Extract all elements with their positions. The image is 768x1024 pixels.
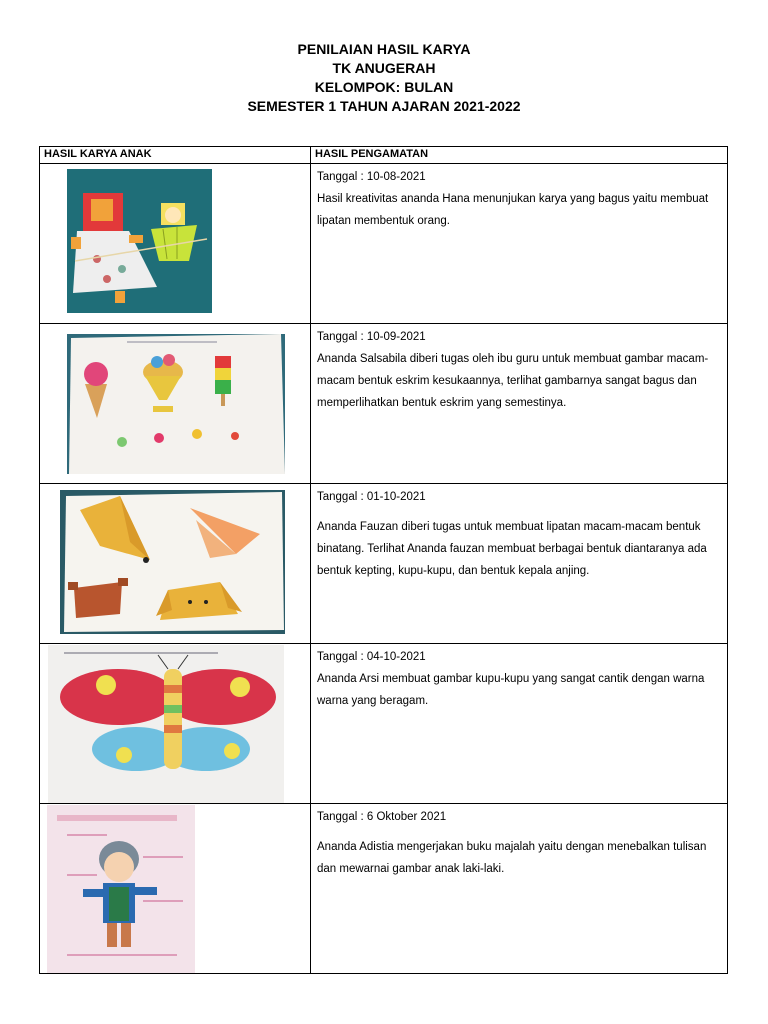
observation-cell	[311, 804, 728, 974]
table-row	[40, 644, 728, 804]
ice-cream-drawing-photo	[67, 334, 285, 474]
title-line-4: SEMESTER 1 TAHUN AJARAN 2021-2022	[247, 98, 521, 114]
title-line-3: KELOMPOK: BULAN	[314, 79, 454, 95]
origami-animals-photo	[60, 490, 285, 634]
table-row	[40, 324, 728, 484]
title-line-2: TK ANUGERAH	[332, 60, 436, 76]
table-row	[40, 804, 728, 974]
title-line-1: PENILAIAN HASIL KARYA	[297, 41, 471, 57]
boy-coloring-page-photo	[47, 805, 195, 973]
assessment-table	[39, 146, 728, 974]
observation-date: Tanggal : 01-10-2021	[317, 491, 426, 503]
observation-cell	[311, 164, 728, 324]
observation-cell	[311, 484, 728, 644]
document-header	[0, 40, 768, 116]
observation-cell	[311, 324, 728, 484]
observation-text: Ananda Fauzan diberi tugas untuk membuat lipatan macam-macam bentuk binatang. Terlihat Ananda fauzan membuat berbagai bentuk diantaranya ada bentuk kepting, kupu-kupu, dan bentuk kepala anjing.	[317, 521, 707, 577]
observation-date: Tanggal : 04-10-2021	[317, 651, 426, 663]
table-header-row	[40, 147, 728, 164]
observation-date: Tanggal : 10-08-2021	[317, 171, 426, 183]
column-header-observation: HASIL PENGAMATAN	[311, 147, 728, 164]
origami-dolls-photo	[67, 169, 212, 313]
observation-text: Ananda Salsabila diberi tugas oleh ibu guru untuk membuat gambar macam-macam bentuk eskrim kesukaannya, terlihat gambarnya sangat bagus dan memperlihatkan bentuk eskrim yang semestinya.	[317, 353, 709, 409]
observation-text: Hasil kreativitas ananda Hana menunjukan karya yang bagus yaitu membuat lipatan membentuk orang.	[317, 193, 709, 227]
observation-cell	[311, 644, 728, 804]
butterfly-drawing-photo	[48, 645, 284, 803]
artwork-cell	[40, 484, 311, 644]
observation-text: Ananda Arsi membuat gambar kupu-kupu yang sangat cantik dengan warna warna yang beragam.	[317, 673, 705, 707]
observation-date: Tanggal : 6 Oktober 2021	[317, 811, 447, 823]
artwork-cell	[40, 804, 311, 974]
table-row	[40, 484, 728, 644]
table-row	[40, 164, 728, 324]
observation-date: Tanggal : 10-09-2021	[317, 331, 426, 343]
artwork-cell	[40, 324, 311, 484]
artwork-cell	[40, 644, 311, 804]
observation-text: Ananda Adistia mengerjakan buku majalah yaitu dengan menebalkan tulisan dan mewarnai gambar anak laki-laki.	[317, 841, 707, 875]
artwork-cell	[40, 164, 311, 324]
column-header-artwork: HASIL KARYA ANAK	[40, 147, 311, 164]
